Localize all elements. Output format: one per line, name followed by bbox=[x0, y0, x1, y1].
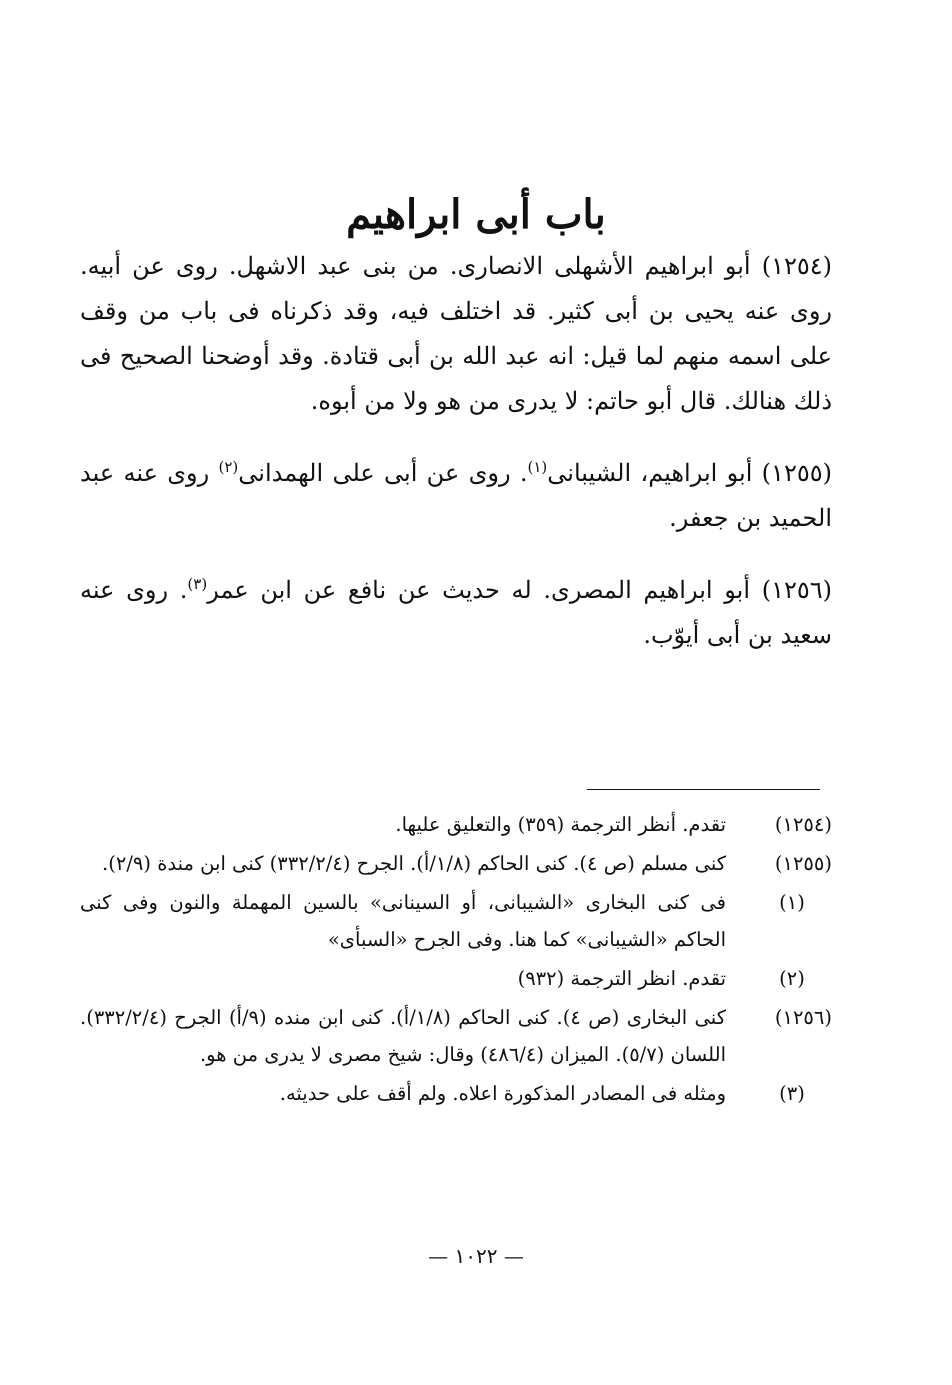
footnote-text: تقدم. أنظر الترجمة (٣٥٩) والتعليق عليها. bbox=[395, 813, 726, 836]
footnote-number: (١٢٥٦) bbox=[774, 1006, 832, 1029]
footnote-text: كنى البخارى (ص ٤). كنى الحاكم (١/٨/أ). كنى ابن منده (٩/أ) الجرح (٣٣٢/٢/٤). اللسان (٥/٧). الميزان (٤٨٦/٤) وقال: شيخ مصرى لا يدرى من هو. bbox=[80, 1006, 726, 1066]
main-text bbox=[80, 244, 832, 658]
footnote-number: (١) bbox=[779, 891, 805, 914]
footnotes bbox=[80, 806, 832, 1114]
footnote-1255 bbox=[80, 845, 832, 882]
footnote-text: ومثله فى المصادر المذكورة اعلاه. ولم أقف على حديثه. bbox=[279, 1082, 726, 1105]
footnote-number: (١٢٥٤) bbox=[774, 813, 832, 836]
entry-text: روى عنه عبد الحميد بن جعفر. bbox=[80, 459, 832, 532]
entry-1255 bbox=[80, 451, 832, 541]
entry-1256 bbox=[80, 568, 832, 658]
footnote-number: (١٢٥٥) bbox=[774, 852, 832, 875]
chapter-title: باب أبى ابراهيم bbox=[346, 190, 606, 238]
footnote-1256 bbox=[80, 999, 832, 1073]
footnote-text: تقدم. انظر الترجمة (٩٣٢) bbox=[517, 967, 726, 990]
footnote-number: (٢) bbox=[779, 967, 805, 990]
footnote-text: فى كنى البخارى «الشيبانى، أو السينانى» بالسين المهملة والنون وفى كنى الحاكم «الشيبانى» كما هنا. وفى الجرح «السبأى» bbox=[80, 891, 726, 951]
footnote-separator bbox=[587, 789, 820, 790]
page-number: — ١٠٢٢ — bbox=[428, 1244, 524, 1268]
entry-1254: (١٢٥٤) أبو ابراهيم الأشهلى الانصارى. من بنى عبد الاشهل. روى عن أبيه. روى عنه يحيى بن أبى كثير. قد اختلف فيه، وقد ذكرناه فى باب من وقف على اسمه منهم لما قيل: انه عبد الله بن أبى قتادة. وقد أوضحنا الصحيح فى ذلك هنالك. قال أبو حاتم: لا يدرى من هو ولا من أبوه. bbox=[80, 252, 832, 415]
entry-text: . روى عن أبى على الهمدانى bbox=[238, 459, 528, 487]
footnote-ref: (١) bbox=[527, 458, 548, 476]
footnote-ref: (٣) bbox=[187, 575, 208, 593]
footnote-2 bbox=[80, 960, 832, 997]
entry-text: (١٢٥٦) أبو ابراهيم المصرى. له حديث عن نافع عن ابن عمر bbox=[207, 576, 833, 604]
footnote-text: كنى مسلم (ص ٤). كنى الحاكم (١/٨/أ). الجرح (٣٣٢/٢/٤) كنى ابن مندة (٢/٩). bbox=[102, 852, 726, 875]
footnote-ref: (٢) bbox=[218, 458, 239, 476]
footnote-1 bbox=[80, 884, 832, 958]
footnote-1254 bbox=[80, 806, 832, 843]
entry-text: (١٢٥٥) أبو ابراهيم، الشيبانى bbox=[547, 459, 832, 487]
footnote-3 bbox=[80, 1075, 832, 1112]
footnote-number: (٣) bbox=[779, 1082, 805, 1105]
entry-text: . روى عنه سعيد بن أبى أيوّب. bbox=[80, 576, 832, 649]
